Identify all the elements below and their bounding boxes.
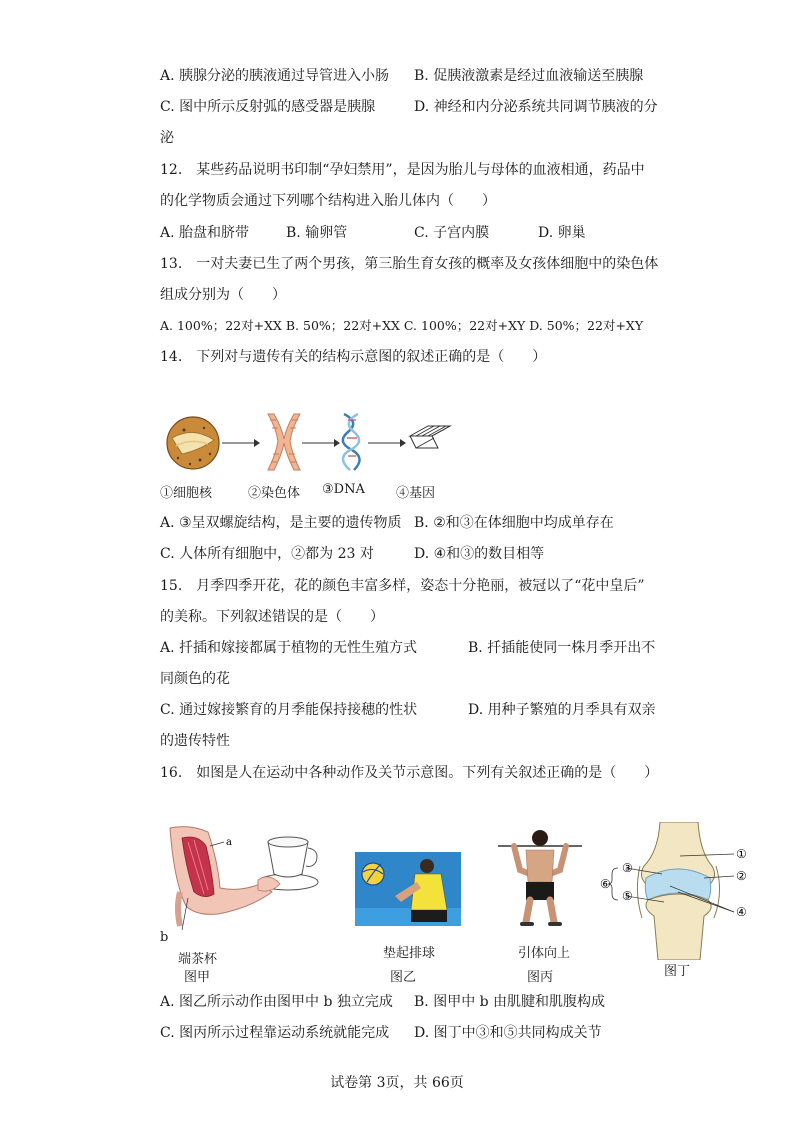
q16-ding-label-1: ① (736, 847, 747, 861)
q16-jia-label-b: b (160, 930, 169, 945)
q14-label-dna: ③DNA (322, 482, 365, 497)
q16-jia-caption: 端茶杯 (178, 952, 218, 967)
q12-option-a: A. 胎盘和脐带 (160, 225, 250, 241)
q16-figure-yi (355, 852, 461, 926)
q11-option-d: D. 神经和内分泌系统共同调节胰液的分 (414, 99, 658, 115)
q16-figure-ding (600, 822, 760, 960)
q14-label-gene: ④基因 (396, 486, 436, 501)
q16-ding-label-3: ③ (622, 861, 633, 875)
q15-stem-line2: 的美称。下列叙述错误的是（ ） (160, 609, 384, 625)
q16-ding-figure-name: 图丁 (664, 964, 691, 979)
dna-illustration (343, 414, 360, 470)
q16-ding-label-4: ④ (736, 905, 747, 919)
q16-option-d: D. 图丁中③和⑤共同构成关节 (414, 1025, 602, 1041)
page-footer: 试卷第 3页，共 66页 (330, 1075, 464, 1091)
q11-option-d-cont: 泌 (160, 130, 174, 146)
q12-option-b: B. 输卵管 (286, 225, 348, 241)
q12-option-c: C. 子宫内膜 (414, 225, 490, 241)
q16-stem: 16. 如图是人在运动中各种动作及关节示意图。下列有关叙述正确的是（ ） (160, 765, 659, 781)
q16-option-c: C. 图丙所示过程靠运动系统就能完成 (160, 1025, 390, 1041)
q12-option-d: D. 卵巢 (538, 225, 586, 241)
q16-ding-label-2: ② (736, 869, 747, 883)
q12-stem-line2: 的化学物质会通过下列哪个结构进入胎儿体内（ ） (160, 193, 496, 209)
q15-option-a: A. 扦插和嫁接都属于植物的无性生殖方式 (160, 640, 418, 656)
q16-figure-bing (496, 826, 584, 936)
q15-option-d: D. 用种子繁殖的月季具有双亲 (468, 702, 656, 718)
q16-figure-jia (160, 822, 322, 932)
q16-yi-figure-name: 图乙 (390, 970, 417, 985)
q16-bing-figure-name: 图丙 (527, 970, 554, 985)
q14-genetics-figure (160, 408, 460, 474)
q15-option-c: C. 通过嫁接繁育的月季能保持接穗的性状 (160, 702, 418, 718)
q13-options: A. 100%；22对+XX B. 50%；22对+XX C. 100%；22对+XY D. 50%；22对+XY (160, 318, 644, 333)
q14-label-chromosome: ②染色体 (248, 486, 301, 501)
q16-option-b: B. 图甲中 b 由肌腱和肌腹构成 (414, 994, 606, 1010)
q16-jia-label-a: a (226, 837, 232, 848)
q14-label-nucleus: ①细胞核 (160, 486, 213, 501)
q16-jia-figure-name: 图甲 (184, 970, 211, 985)
q16-bing-caption: 引体向上 (518, 946, 571, 961)
q14-option-d: D. ④和③的数目相等 (414, 546, 545, 562)
q16-yi-caption: 垫起排球 (383, 946, 436, 961)
q11-option-b: B. 促胰液激素是经过血液输送至胰腺 (414, 68, 644, 84)
q16-ding-label-5: ⑤ (622, 889, 633, 903)
q15-stem-line1: 15. 月季四季开花，花的颜色丰富多样，姿态十分艳丽，被冠以了“花中皇后” (160, 578, 645, 594)
q14-option-c: C. 人体所有细胞中，②都为 23 对 (160, 546, 374, 562)
q14-stem: 14. 下列对与遗传有关的结构示意图的叙述正确的是（ ） (160, 349, 547, 365)
q11-option-c: C. 图中所示反射弧的感受器是胰腺 (160, 99, 376, 115)
q14-option-b: B. ②和③在体细胞中均成单存在 (414, 515, 614, 531)
q13-stem-line1: 13. 一对夫妻已生了两个男孩，第三胎生育女孩的概率及女孩体细胞中的染色体 (160, 256, 659, 272)
cell-nucleus-illustration (167, 417, 219, 469)
q12-stem-line1: 12. 某些药品说明书印制“孕妇禁用”，是因为胎儿与母体的血液相通，药品中 (160, 162, 645, 178)
chromosome-illustration (268, 414, 300, 470)
gene-illustration (410, 426, 450, 448)
q15-option-d-cont: 的遗传特性 (160, 733, 230, 749)
q13-stem-line2: 组成分别为（ ） (160, 287, 286, 303)
q14-option-a: A. ③呈双螺旋结构，是主要的遗传物质 (160, 515, 402, 531)
q16-option-a: A. 图乙所示动作由图甲中 b 独立完成 (160, 994, 393, 1010)
q16-ding-label-6: ⑥ (600, 877, 611, 891)
q15-option-b: B. 扦插能使同一株月季开出不 (468, 640, 656, 656)
q15-option-b-cont: 同颜色的花 (160, 671, 230, 687)
q11-option-a: A. 胰腺分泌的胰液通过导管进入小肠 (160, 68, 390, 84)
